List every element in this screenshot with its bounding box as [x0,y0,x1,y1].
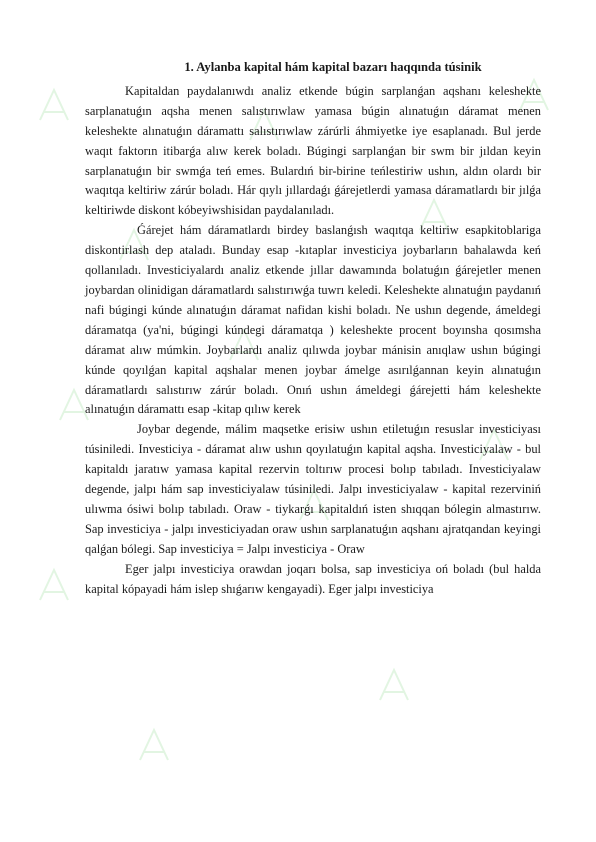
paragraph-1: Kapitaldan paydalanıwdı analiz etkende búgin sarplanǵan aqshanı keleshekte sarplanatuǵın aqsha menen salıstırıwlaw yamasa búgin alınatuǵın dáramat menen keleshekte alınatuǵın dáramattı salıstırıwlaw zárúrli áhmiyetke iye esaplanadı. Bul jerde waqıt faktorın itibarǵa alıw kerek boladı. Búgingi sarplanǵan bir swm bir jıldan keyin sarplanatuǵın bir swmǵa teń emes. Bulardıń bir-birine teńlestiriw ushın, aldın olardı bir waqıtqa keltiriw zárúr boladı. Hár qıylı jıllardaǵı ǵárejetlerdi yamasa dáramatlardı bir jılǵa keltiriwde diskont kóbeyiwshisidan paydalanıladı. [85,83,541,218]
paragraph-3: Joybar degende, málim maqsetke erisiw ushın etiletuǵın resuslar investiciyası túsiniledi. Investiciya - dáramat alıw ushın qoyılatuǵın kapital aqsha. Investiciyalaw - bul kapitaldı jaratıw yamasa kapital rezervin toltırıw procesi bolıp tabıladı. Investiciyalaw degende, jalpı hám sap investiciyalaw túsiniledi. Jalpı investiciyalaw - kapital rezerviniń ulıwma ósiwi bolıp tabıladı. Oraw - tiykarǵı kapitaldıń isten shıqqan bólegin almastırıw. Sap investiciya - jalpı investiciyadan oraw ushın sarplanatuǵın aqshanı ajratqandan keyingi qalǵan bólegi. Sap investiciya = Jalpı investiciya - Oraw [85,422,541,556]
paragraph-2: Ǵárejet hám dáramatlardı birdey baslanǵısh waqıtqa keltiriw esapkitoblariga diskontirlash dep ataladı. Bunday esap -kıtaplar investiciya joybarların bahalawda keń qollanıladı. Investiciyalardı analiz etkende jıllar dawamında bolatuǵın ǵárejetler menen joybardan olinidigan dáramatlardı salıstırıwǵa tuwrı keledi. Keleshekte alınatuǵın paydanıń nafi búgingi kúnde alınatuǵın dáramat nafidan kishi boladı. Ne ushın degende, ámeldegi dáramatqa (ya'ni, búgingi kúndegi dáramatqa ) keleshekte procent boyınsha qosımsha dáramat alıw múmkin. Joybarlardı analiz qılıwda joybar mánisin anıqlaw ushın búgingi kúnde qoyılǵan kapital aqshalar menen joybar ámelge asırılǵannan keyin alınatuǵın dáramatlardı salıstırıw zárúr boladı. Onıń ushın ámeldegi ǵárejetti hám keleshekte alınatuǵın dáramattı esap -kitap qılıw kerek [85,223,541,417]
paragraph-4: Eger jalpı investiciya orawdan joqarı bolsa, sap investiciya oń boladı (bul halda kapital kópayadi hám islep shıǵarıw kengayadi). Eger jalpı investiciya [85,561,541,596]
document-body [85,58,541,599]
section-title: 1. Aylanba kapital hám kapital bazarı haqqında túsinik [184,60,482,74]
